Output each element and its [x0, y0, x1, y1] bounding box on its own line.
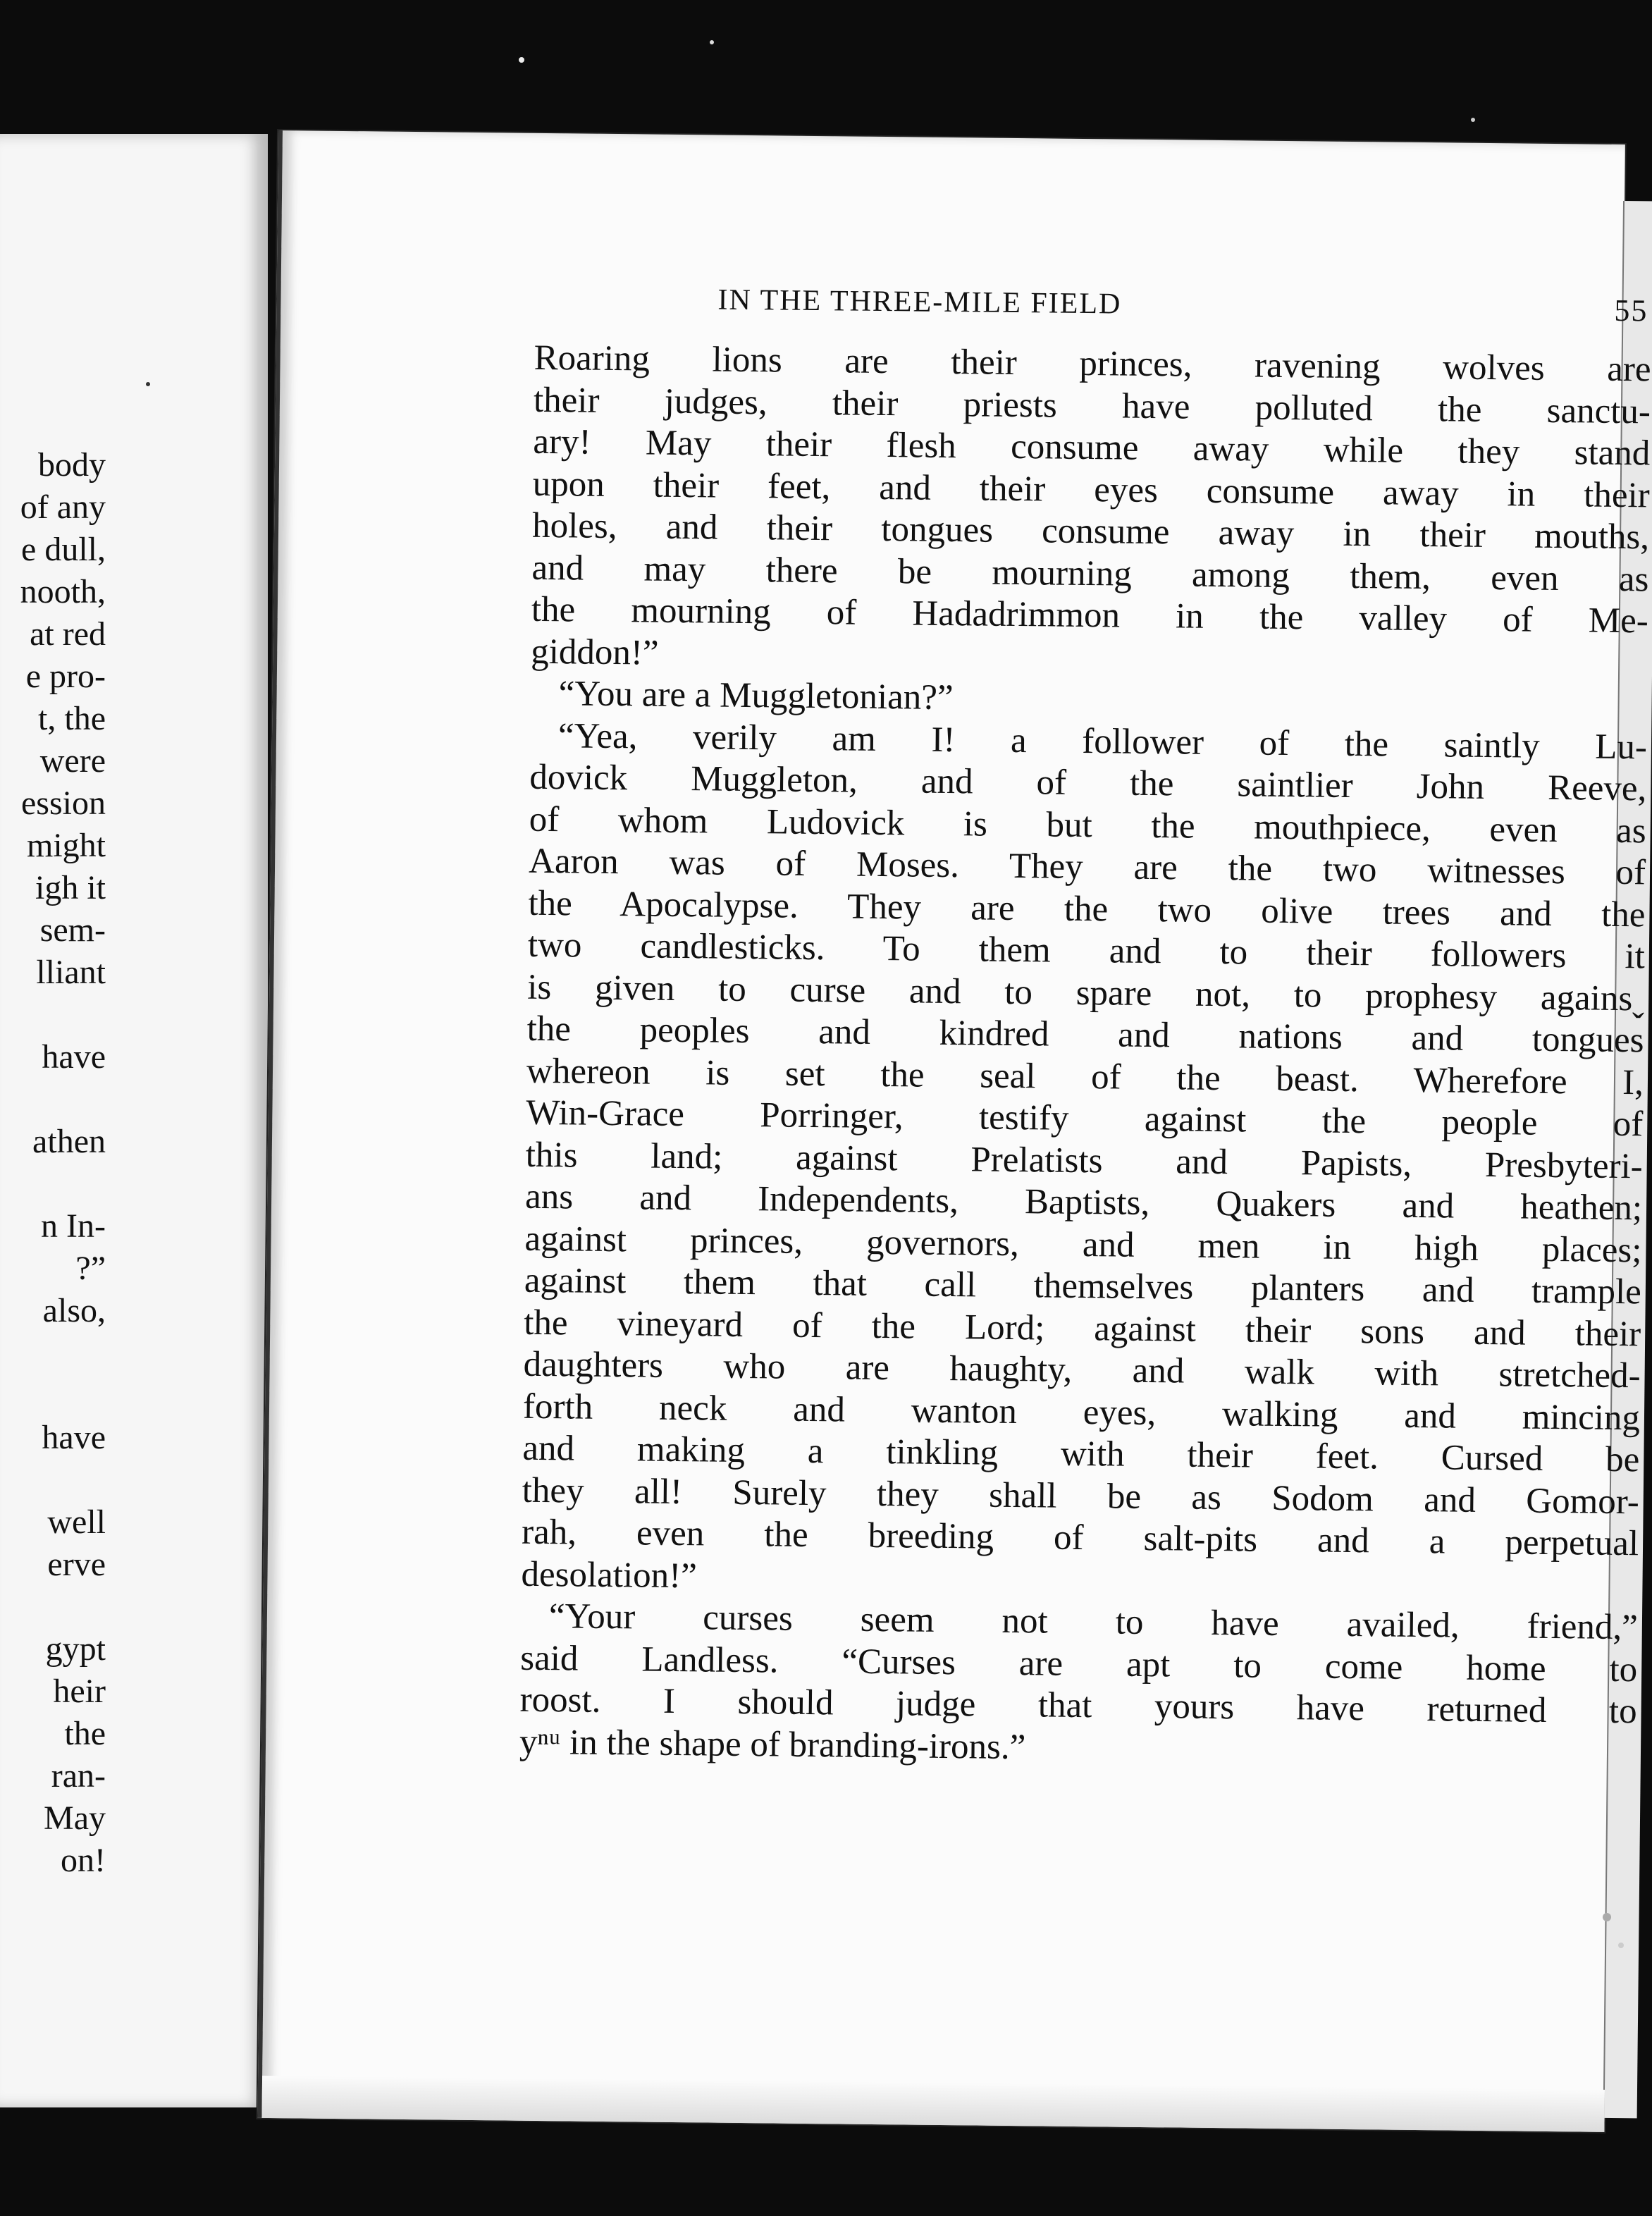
text-line: the mourning of Hadadrimmon in the valley of Me-	[531, 589, 1649, 641]
left-page-fragment: were	[39, 742, 106, 780]
text-line: forth neck and wanton eyes, walking and mincing	[522, 1386, 1641, 1438]
left-page-fragment: sem-	[39, 911, 106, 949]
left-page-fragment: might	[26, 827, 106, 864]
left-page-fragment: ran-	[51, 1757, 106, 1795]
text-line: this land; against Prelatists and Papists, Presbyteri-	[525, 1135, 1644, 1186]
text-line: and making a tinkling with their feet. Cursed be	[522, 1428, 1640, 1480]
left-page-fragment: heir	[53, 1673, 106, 1710]
page-header	[717, 283, 1648, 328]
left-page-fragment: t, the	[38, 700, 106, 737]
left-page-fragment: May	[44, 1799, 106, 1837]
left-page-fragment	[0, 1586, 106, 1628]
text-line: and may there be mourning among them, even as	[531, 548, 1649, 599]
text-line: Win-Grace Porringer, testify against the people of	[526, 1092, 1644, 1145]
text-line: upon their feet, and their eyes consume away in their	[532, 464, 1650, 515]
left-page-fragment: lliant	[36, 954, 106, 991]
left-page-fragment	[0, 1459, 106, 1501]
text-line: “Your curses seem not to have availed, friend,”	[548, 1596, 1639, 1648]
left-page-fragment: n In-	[41, 1207, 106, 1245]
left-page-fragment: also,	[42, 1292, 106, 1329]
text-line: their judges, their priests have polluted the sanctu-	[533, 380, 1651, 431]
left-page-fragment: the	[64, 1715, 106, 1752]
text-line: Aaron was of Moses. They are the two witnesses of	[528, 841, 1646, 893]
left-page-fragment: erve	[47, 1546, 106, 1583]
left-page	[0, 134, 268, 2107]
left-page-fragment: gypt	[45, 1630, 106, 1668]
left-page-fragment: on!	[61, 1842, 106, 1879]
text-line: rah, even the breeding of salt-pits and a perpetual	[521, 1512, 1639, 1564]
text-line: desolation!”	[521, 1554, 698, 1596]
text-line: they all! Surely they shall be as Sodom and Gomor-	[522, 1470, 1640, 1522]
text-line: against princes, governors, and men in high places;	[524, 1219, 1642, 1270]
left-page-fragment	[0, 1163, 106, 1205]
left-page-fragment	[0, 1078, 106, 1121]
left-page-fragment: athen	[32, 1123, 106, 1160]
left-page-fragment	[0, 1374, 106, 1417]
text-line: two candlesticks. To them and to their followers it	[527, 925, 1646, 977]
left-page-fragment: e dull,	[21, 531, 106, 568]
left-page-fragment: e pro-	[25, 658, 106, 695]
left-page-fragment: ?”	[75, 1250, 106, 1287]
left-page-fragment: body	[38, 446, 106, 484]
left-page-fragment: ession	[21, 784, 106, 822]
left-page-fragment: have	[42, 1419, 106, 1456]
left-page-fragment: nooth,	[20, 573, 106, 610]
right-page	[257, 130, 1651, 2132]
text-line: is given to curse and to spare not, to prophesy againsˬ	[527, 967, 1645, 1018]
left-page-text-fragments	[0, 444, 106, 1882]
left-page-fragment: have	[42, 1038, 106, 1076]
text-line: yⁿᵘ in the shape of branding-irons.”	[519, 1722, 1026, 1767]
text-line: ans and Independents, Baptists, Quakers and heathen;	[524, 1176, 1643, 1229]
running-head: IN THE THREE-MILE FIELD	[717, 283, 1122, 321]
left-page-fragment: igh it	[35, 869, 106, 906]
text-line: whereon is set the seal of the beast. Wherefore I,	[526, 1051, 1644, 1102]
text-line: the Apocalypse. They are the two olive trees and the	[528, 883, 1646, 935]
left-page-fragment	[0, 994, 106, 1036]
text-line: against them that call themselves planters and trample	[524, 1260, 1642, 1312]
left-page-fragment: of any	[20, 488, 106, 526]
text-line: said Landless. “Curses are apt to come home to	[520, 1638, 1638, 1689]
text-line: giddon!”	[530, 632, 659, 673]
left-page-fragment	[0, 1332, 106, 1374]
text-line: holes, and their tongues consume away in their mouths,	[531, 505, 1650, 558]
text-line: Roaring lions are their princes, ravening wolves are	[534, 338, 1651, 390]
body-text	[519, 338, 1651, 1775]
text-line: the vineyard of the Lord; against their sons and their	[524, 1303, 1641, 1354]
text-line: the peoples and kindred and nations and tongues	[526, 1009, 1644, 1061]
text-line: dovick Muggleton, and of the saintlier John Reeve,	[529, 757, 1647, 809]
text-line: of whom Ludovick is but the mouthpiece, even as	[529, 799, 1646, 851]
page-number: 55	[1614, 293, 1648, 328]
left-page-fragment: well	[47, 1503, 106, 1541]
left-page-fragment: at red	[30, 615, 106, 653]
text-line: “Yea, verily am I! a follower of the saintly Lu-	[557, 715, 1648, 767]
text-line: daughters who are haughty, and walk with stretched-	[523, 1344, 1641, 1396]
text-line: “You are a Muggletonian?”	[558, 674, 954, 718]
text-line: roost. I should judge that yours have returned to	[519, 1680, 1637, 1732]
text-line: ary! May their flesh consume away while they stand	[533, 421, 1651, 474]
